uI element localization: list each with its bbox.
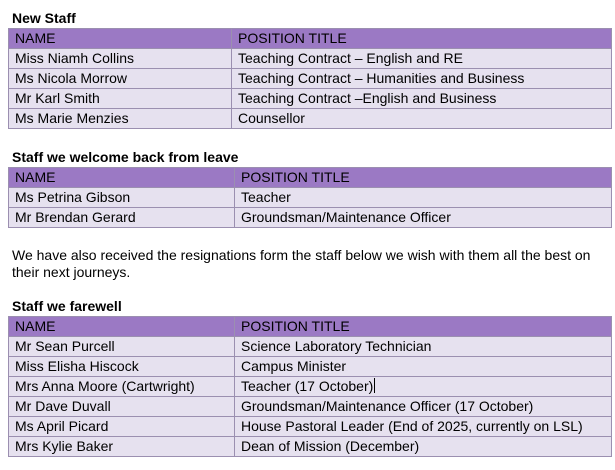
table-row [9,417,612,437]
table-row [9,188,612,208]
staff-name-cell: Miss Elisha Hiscock [9,357,235,377]
staff-name-cell: Mrs Kylie Baker [9,437,235,457]
position-cell: Teacher [235,188,612,208]
staff-name-cell: Ms Marie Menzies [9,109,232,129]
position-cell: Science Laboratory Technician [235,337,612,357]
text-cursor [374,378,375,393]
position-cell: Teaching Contract –English and Business [232,89,612,109]
table-header-row [9,168,612,188]
resignations-note: We have also received the resignations form the staff below we wish with them all the best on their next journeys. [12,247,591,280]
position-cell: Campus Minister [235,357,612,377]
table-row [9,357,612,377]
staff-name-cell: Ms Nicola Morrow [9,69,232,89]
table-header-row [9,317,612,337]
position-cell: Groundsman/Maintenance Officer (17 October) [235,397,612,417]
table-row [9,49,612,69]
farewell-heading: Staff we farewell [12,298,122,314]
welcome-back-table [8,167,612,228]
table-row [9,337,612,357]
staff-name-cell: Mr Brendan Gerard [9,208,235,228]
table-row [9,69,612,89]
staff-name-cell: Mrs Anna Moore (Cartwright) [9,377,235,397]
table-row [9,377,612,397]
column-header-position: POSITION TITLE [235,317,612,337]
position-cell: Groundsman/Maintenance Officer [235,208,612,228]
staff-name-cell: Ms Petrina Gibson [9,188,235,208]
staff-name-cell: Mr Karl Smith [9,89,232,109]
table-row [9,89,612,109]
table-header-row [9,29,612,49]
column-header-name: NAME [9,29,232,49]
column-header-name: NAME [9,317,235,337]
column-header-position: POSITION TITLE [232,29,612,49]
new-staff-table [8,28,612,129]
new-staff-heading: New Staff [12,10,76,26]
table-row [9,109,612,129]
position-cell: Teaching Contract – Humanities and Business [232,69,612,89]
column-header-position: POSITION TITLE [235,168,612,188]
position-cell-with-cursor[interactable] [235,377,612,397]
position-cell: Counsellor [232,109,612,129]
farewell-table [8,316,612,457]
table-row [9,437,612,457]
position-text: Teacher (17 October) [241,378,374,394]
position-cell: Teaching Contract – English and RE [232,49,612,69]
table-row [9,397,612,417]
position-cell: Dean of Mission (December) [235,437,612,457]
staff-name-cell: Miss Niamh Collins [9,49,232,69]
welcome-back-heading: Staff we welcome back from leave [12,149,239,165]
table-row [9,208,612,228]
staff-name-cell: Ms April Picard [9,417,235,437]
column-header-name: NAME [9,168,235,188]
position-cell: House Pastoral Leader (End of 2025, currently on LSL) [235,417,612,437]
staff-name-cell: Mr Dave Duvall [9,397,235,417]
staff-name-cell: Mr Sean Purcell [9,337,235,357]
